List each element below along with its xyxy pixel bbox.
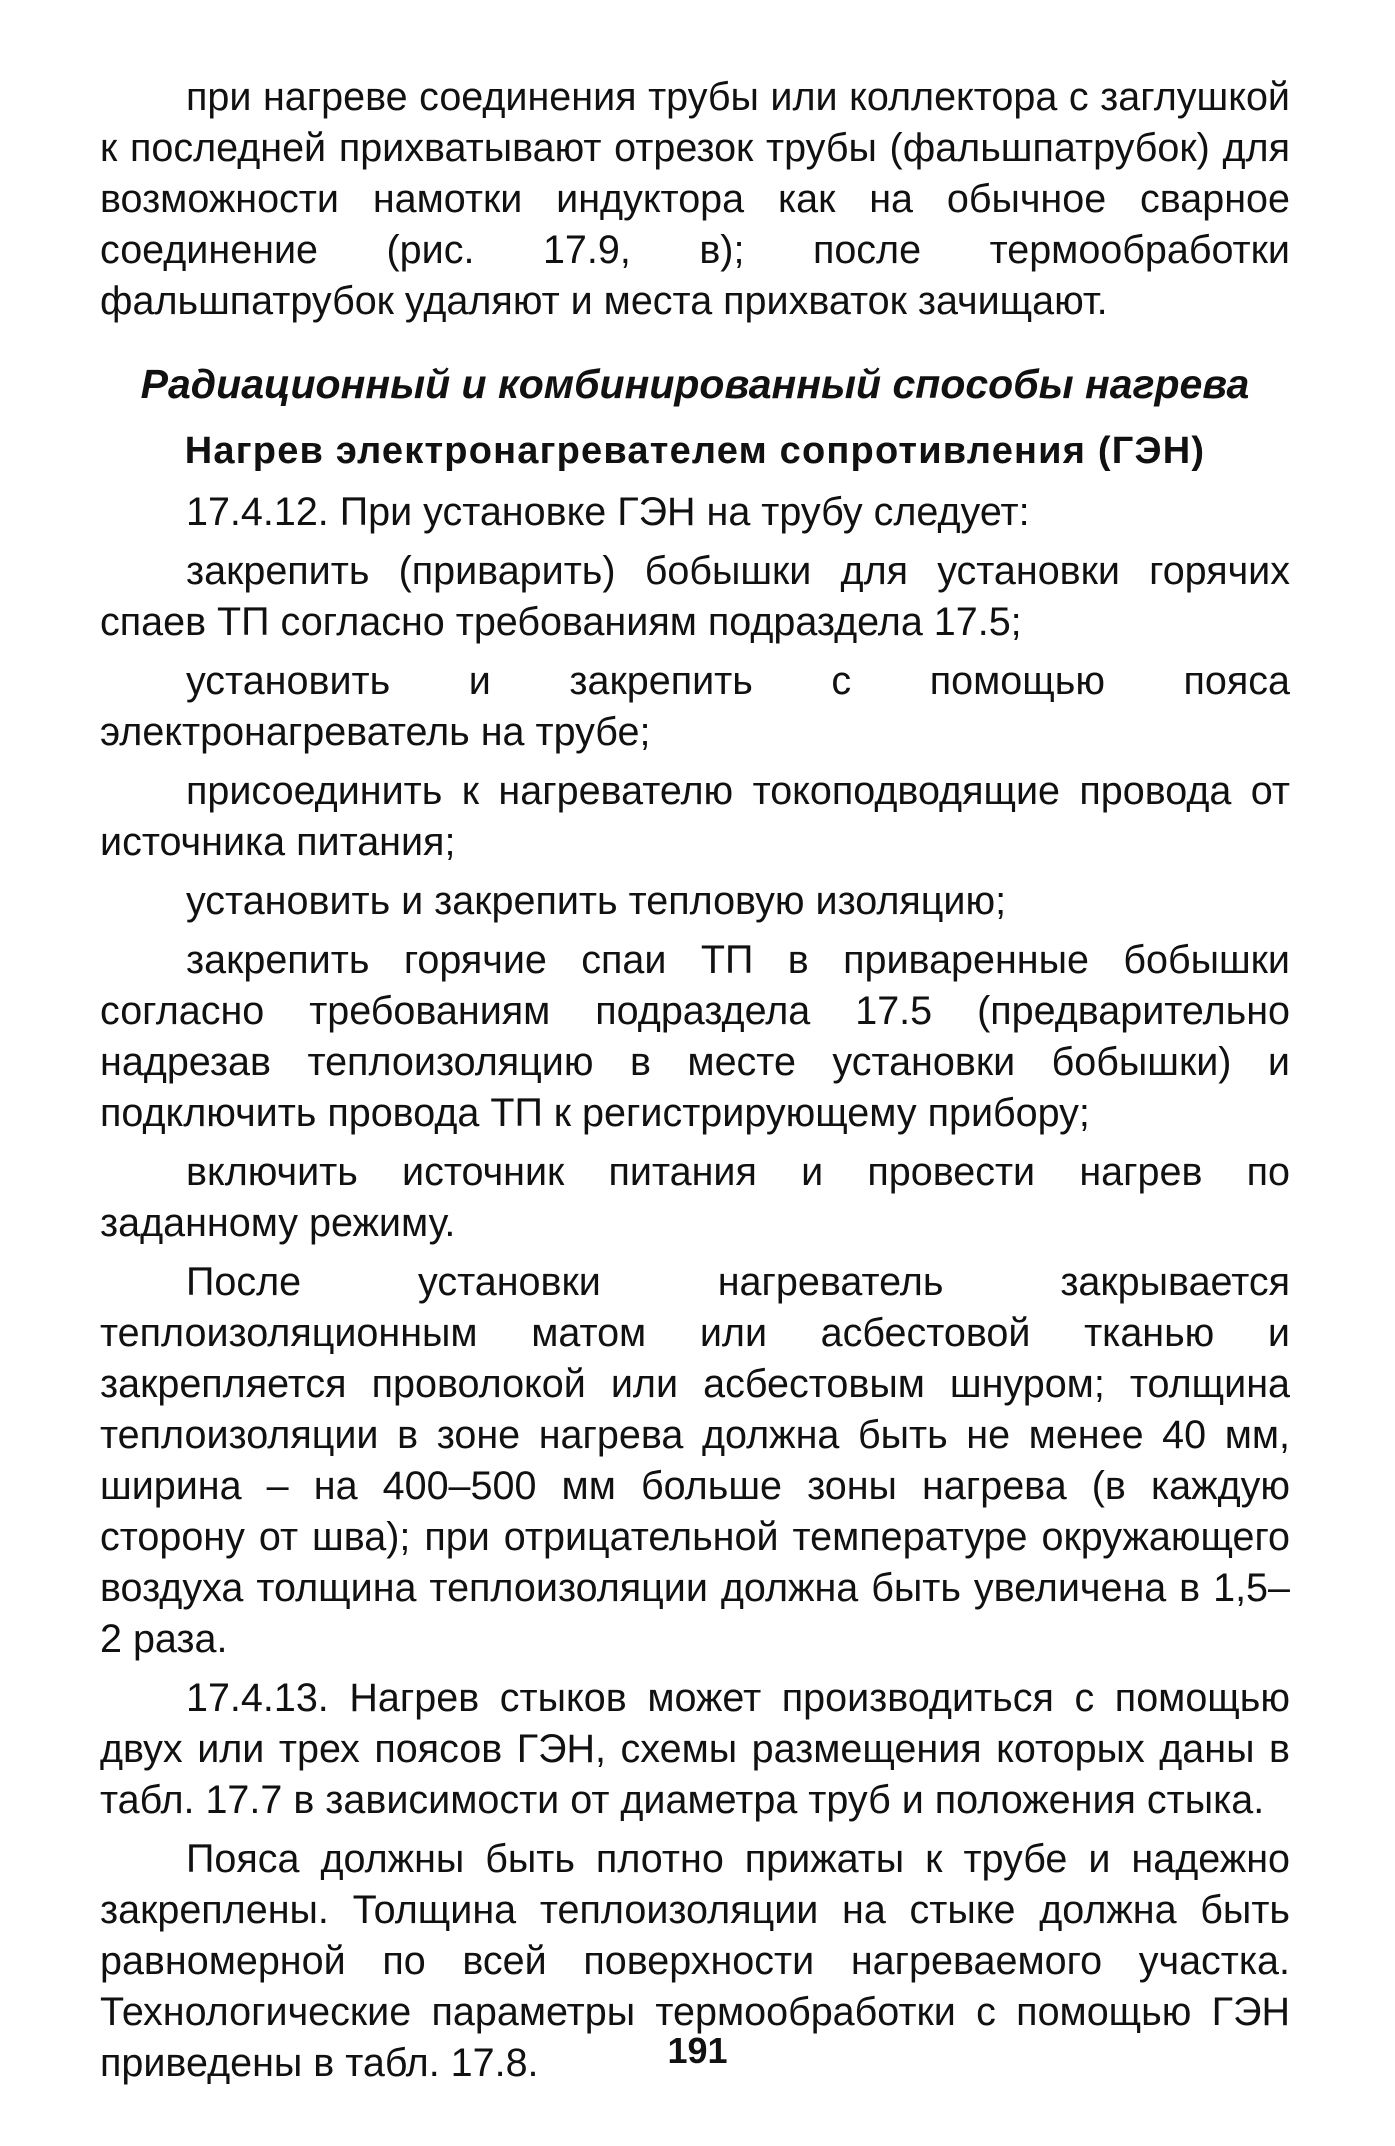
paragraph: закрепить горячие спаи ТП в приваренные бобышки согласно требованиям подраздела 17.5 (предварительно надрезав теплоизоляцию в месте установки бобышки) и подключить провода ТП к регистрирующему прибору; bbox=[100, 938, 1290, 1135]
paragraph: установить и закрепить тепловую изоляцию; bbox=[186, 879, 1007, 923]
paragraph: 17.4.13. Нагрев стыков может производиться с помощью двух или трех поясов ГЭН, схемы размещения которых даны в табл. 17.7 в зависимости от диаметра труб и положения стыка. bbox=[100, 1676, 1290, 1822]
paragraph: установить и закрепить с помощью пояса электронагреватель на трубе; bbox=[100, 659, 1290, 754]
section-title: Радиационный и комбинированный способы нагрева bbox=[140, 361, 1250, 407]
paragraph-intro: при нагреве соединения трубы или коллектора с заглушкой к последней прихватывают отрезок трубы (фальшпатрубок) для возможности намотки индуктора как на обычное сварное соединение (рис. 17.9, в); после термообработки фальшпатрубок удаляют и места прихваток зачищают. bbox=[100, 75, 1290, 323]
paragraph: После установки нагреватель закрывается теплоизоляционным матом или асбестовой тканью и закрепляется проволокой или асбестовым шнуром; толщина теплоизоляции в зоне нагрева должна быть не менее 40 мм, ширина – на 400–500 мм больше зоны нагрева (в каждую сторону от шва); при отрицательной температуре окружающего воздуха толщина теплоизоляции должна быть увеличена в 1,5–2 раза. bbox=[100, 1260, 1290, 1661]
subsection-title: Нагрев электронагревателем сопротивления (ГЭН) bbox=[184, 430, 1206, 472]
paragraph: закрепить (приварить) бобышки для установки горячих спаев ТП согласно требованиям подраздела 17.5; bbox=[100, 549, 1290, 644]
paragraph: 17.4.12. При установке ГЭН на трубу следует: bbox=[186, 490, 1030, 534]
paragraph: включить источник питания и провести нагрев по заданному режиму. bbox=[100, 1150, 1290, 1245]
paragraph: Пояса должны быть плотно прижаты к трубе и надежно закреплены. Толщина теплоизоляции на стыке должна быть равномерной по всей поверхности нагреваемого участка. Технологические параметры термообработки с помощью ГЭН приведены в табл. 17.8. bbox=[100, 1837, 1290, 2085]
page-content bbox=[100, 72, 1290, 2097]
paragraph: присоединить к нагревателю токоподводящие провода от источника питания; bbox=[100, 769, 1290, 864]
page-number: 191 bbox=[667, 2030, 728, 2071]
